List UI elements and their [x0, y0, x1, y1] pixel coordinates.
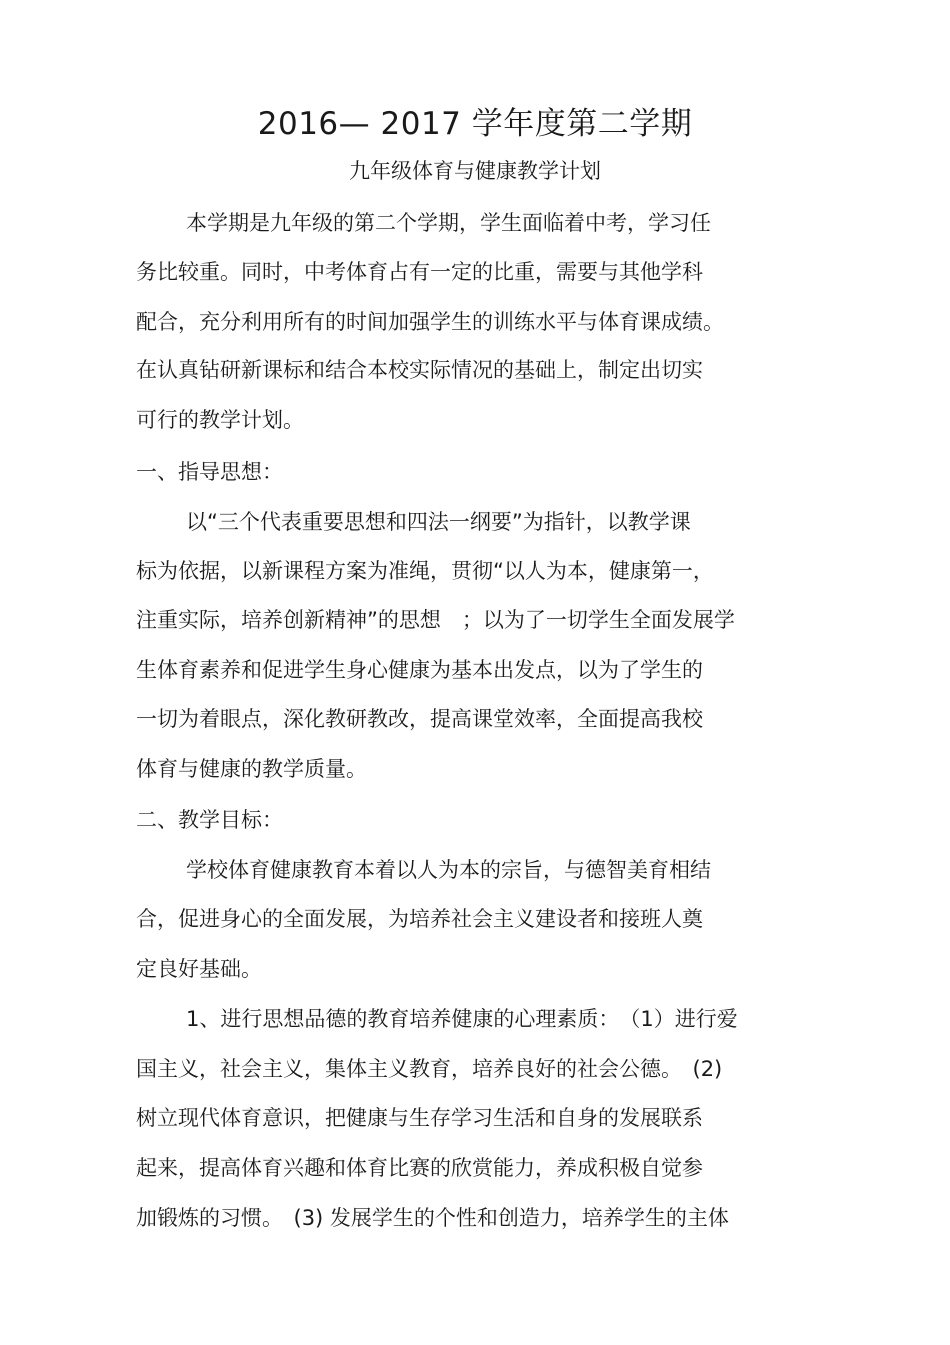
paragraph-line: 在认真钻研新课标和结合本校实际情况的基础上，制定出切实 — [136, 358, 703, 382]
paragraph-line: 起来，提高体育兴趣和体育比赛的欣赏能力，养成积极自觉参 — [136, 1156, 703, 1180]
paragraph-line: 务比较重。同时，中考体育占有一定的比重，需要与其他学科 — [136, 260, 703, 284]
section-heading: 一、指导思想： — [136, 460, 283, 484]
paragraph-line: 注重实际，培养创新精神”的思想 ；以为了一切学生全面发展学 — [136, 608, 735, 632]
paragraph-line: 一切为着眼点，深化教研教改，提高课堂效率，全面提高我校 — [136, 707, 703, 731]
paragraph-line: 学校体育健康教育本着以人为本的宗旨，与德智美育相结 — [186, 858, 711, 882]
paragraph-line: 1、进行思想品德的教育培养健康的心理素质： （1）进行爱 — [186, 1007, 738, 1031]
paragraph-line: 体育与健康的教学质量。 — [136, 757, 367, 781]
paragraph-line: 可行的教学计划。 — [136, 408, 304, 432]
document-subtitle: 九年级体育与健康教学计划 — [349, 159, 601, 183]
paragraph-line: 国主义，社会主义，集体主义教育，培养良好的社会公德。 (2) — [136, 1057, 723, 1081]
section-heading: 二、教学目标： — [136, 808, 283, 832]
paragraph-line: 树立现代体育意识，把健康与生存学习生活和自身的发展联系 — [136, 1106, 703, 1130]
paragraph-line: 以“三个代表重要思想和四法一纲要”为指针，以教学课 — [186, 510, 691, 534]
paragraph-line: 标为依据，以新课程方案为准绳，贯彻“以人为本，健康第一， — [136, 559, 714, 583]
paragraph-line: 配合，充分利用所有的时间加强学生的训练水平与体育课成绩。 — [136, 310, 724, 334]
paragraph-line: 定良好基础。 — [136, 957, 262, 981]
document-title: 2016— 2017 学年度第二学期 — [257, 106, 693, 142]
paragraph-line: 生体育素养和促进学生身心健康为基本出发点，以为了学生的 — [136, 658, 703, 682]
paragraph-line: 合，促进身心的全面发展，为培养社会主义建设者和接班人奠 — [136, 907, 703, 931]
paragraph-line: 加锻炼的习惯。 (3) 发展学生的个性和创造力，培养学生的主体 — [136, 1206, 729, 1230]
paragraph-line: 本学期是九年级的第二个学期，学生面临着中考，学习任 — [186, 211, 711, 235]
